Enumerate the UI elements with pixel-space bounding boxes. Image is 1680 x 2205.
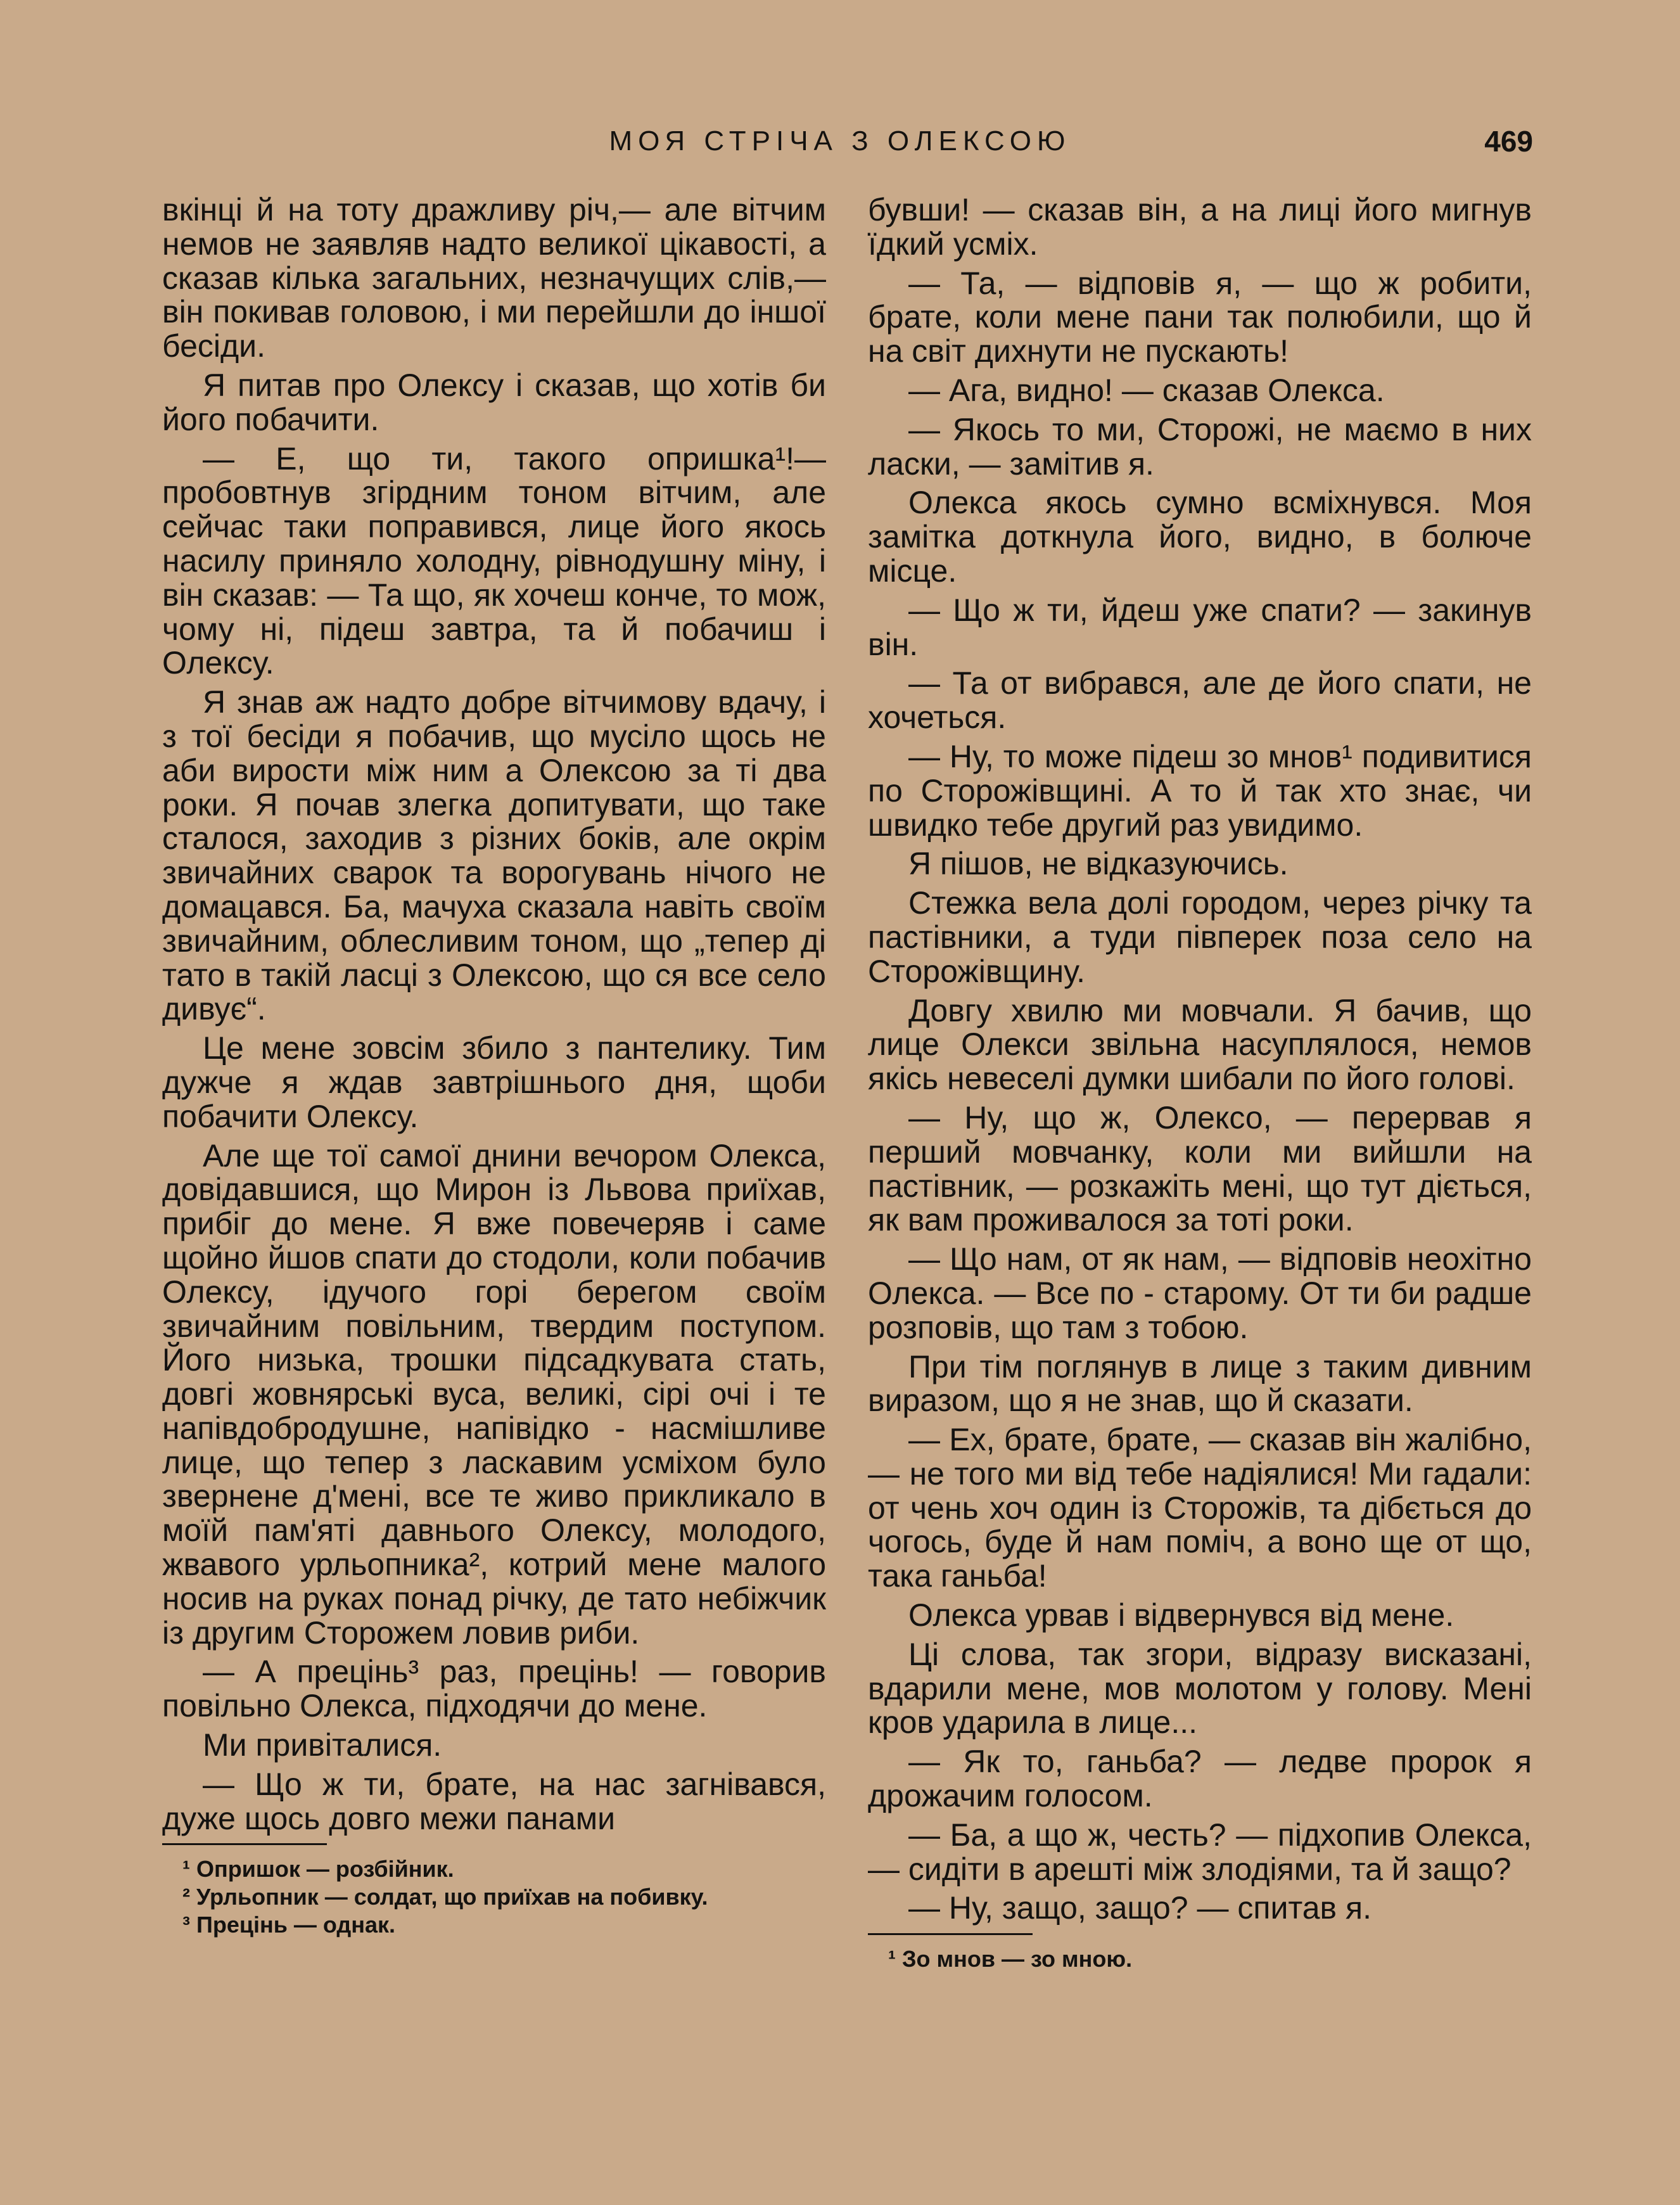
paragraph: Я пішов, не відказуючись.	[908, 846, 1289, 882]
paragraph: — Ага, видно! — сказав Олекса.	[908, 372, 1385, 408]
paragraph: Олекса урвав і відвернувся від мене.	[908, 1597, 1454, 1633]
footnotes	[868, 1945, 1532, 1973]
paragraph: — Якось то ми, Сторожі, не маємо в них ласки, — замітив я.	[868, 411, 1532, 482]
paragraph: — Ба, а що ж, честь? — підхопив Олекса, — сидіти в арешті між злодіями, та й защо?	[868, 1817, 1532, 1887]
paragraph: бувши! — сказав він, а на лиці його мигнув їдкий усміх.	[868, 192, 1532, 262]
paragraph: Олекса якось сумно всміхнувся. Моя замітка доткнула його, видно, в болюче місце.	[868, 485, 1532, 589]
paragraph: Я знав аж надто добре вітчимову вдачу, і з тої бесіди я побачив, що мусіло щось не аби вирости між ним а Олексою за ті два роки. Я почав злегка допитувати, що таке сталося, заходив з різних боків, але окрім звичайних сварок та ворогувань нічого не домацався. Ба, мачуха сказала навіть своїм звичайним, облесливим тоном, що „тепер ді тато в такій ласці з Олексою, що ся все село дивує“.	[162, 684, 826, 1027]
footnote: ¹ Зо мнов — зо мною.	[888, 1946, 1133, 1972]
paragraph: Я питав про Олексу і сказав, що хотів би його побачити.	[162, 367, 826, 437]
paragraph: — Що ж ти, брате, на нас загнівався, дуже щось довго межи панами	[162, 1766, 826, 1836]
paragraph: — Як то, ганьба? — ледве пророк я дрожачим голосом.	[868, 1744, 1532, 1814]
footnote: ² Урльопник — солдат, що приїхав на побивку.	[182, 1884, 708, 1910]
paragraph: — Е, що ти, такого опришка¹!—пробовтнув згірдним тоном вітчим, але сейчас таки поправився, лице його якось насилу приняло холодну, рівнодушну міну, і він сказав: — Та що, як хочеш конче, то мож, чому ні, підеш завтра, та й побачиш і Олексу.	[162, 440, 826, 681]
footnote-divider	[868, 1933, 1033, 1935]
paragraph: — Ну, защо, защо? — спитав я.	[908, 1890, 1371, 1926]
paragraph: Стежка вела долі городом, через річку та пастівники, а туди півперек поза село на Сторожівщину.	[868, 885, 1532, 989]
paragraph: Ми привіталися.	[203, 1727, 442, 1763]
paragraph: Довгу хвилю ми мовчали. Я бачив, що лице Олекси звільна насуплялося, немов якісь невеселі думки шибали по його голові.	[868, 992, 1532, 1097]
footnote: ¹ Опришок — розбійник.	[182, 1856, 454, 1882]
footnote-divider	[162, 1843, 327, 1845]
paragraph: — А прецінь³ раз, прецінь! — говорив повільно Олекса, підходячи до мене.	[162, 1654, 826, 1724]
paragraph: — Ну, то може підеш зо мнов¹ подивитися по Сторожівщині. А то й так хто знає, чи швидко тебе другий раз увидимо.	[868, 738, 1532, 843]
footnotes	[162, 1855, 826, 1939]
paragraph: — Що ж ти, йдеш уже спати? — закинув він.	[868, 592, 1532, 662]
paragraph: вкінці й на тоту дражливу річ,— але вітчим немов не заявляв надто великої цікавості, а сказав кілька загальних, незначущих слів,— він покивав головою, і ми перейшли до іншої бесіди.	[162, 192, 826, 364]
footnote: ³ Прецінь — однак.	[182, 1912, 396, 1938]
paragraph: — Ех, брате, брате, — сказав він жалібно, — не того ми від тебе надіялися! Ми гадали: от чень хоч один із Сторожів, та дібється до чогось, буде й нам поміч, а воно ще от що, така ганьба!	[868, 1422, 1532, 1594]
page-title: МОЯ СТРІЧА З ОЛЕКСОЮ	[609, 125, 1071, 157]
right-column	[868, 193, 1532, 1973]
paragraph: Ці слова, так згори, відразу висказані, вдарили мене, мов молотом у голову. Мені кров ударила в лице...	[868, 1636, 1532, 1741]
paragraph: — Та от вибрався, але де його спати, не хочеться.	[868, 665, 1532, 736]
left-column	[162, 193, 826, 1939]
paragraph: Але ще тої самої днини вечором Олекса, довідавшися, що Мирон із Львова приїхав, прибіг до мене. Я вже повечеряв і саме щойно йшов спати до стодоли, коли побачив Олексу, ідучого горі берегом своїм звичайним повільним, твердим поступом. Його низька, трошки підсадкувата стать, довгі жовнярські вуса, великі, сірі очі і те напівдобродушне, напівідко - насмішливе лице, що тепер з ласкавим усміхом було звернене д'мені, все те живо прикликало в моїй пам'яті давнього Олексу, молодого, жвавого урльопника², котрий мене малого носив на руках понад річку, де тато небіжчик із другим Сторожем ловив риби.	[162, 1137, 826, 1651]
page-number: 469	[1484, 125, 1533, 158]
paragraph: — Що нам, от як нам, — відповів неохітно Олекса. — Все по - старому. От ти би радше розповів, що там з тобою.	[868, 1241, 1532, 1345]
paragraph: Це мене зовсім збило з пантелику. Тим дужче я ждав завтрішнього дня, щоби побачити Олексу.	[162, 1030, 826, 1134]
paragraph: — Ну, що ж, Олексо, — перервав я перший мовчанку, коли ми вийшли на пастівник, — розкажіть мені, що тут діється, як вам проживалося за тоті роки.	[868, 1099, 1532, 1238]
paragraph: При тім поглянув в лице з таким дивним виразом, що я не знав, що й сказати.	[868, 1348, 1532, 1419]
paragraph: — Та, — відповів я, — що ж робити, брате, коли мене пани так полюбили, що й на світ дихнути не пускають!	[868, 265, 1532, 369]
